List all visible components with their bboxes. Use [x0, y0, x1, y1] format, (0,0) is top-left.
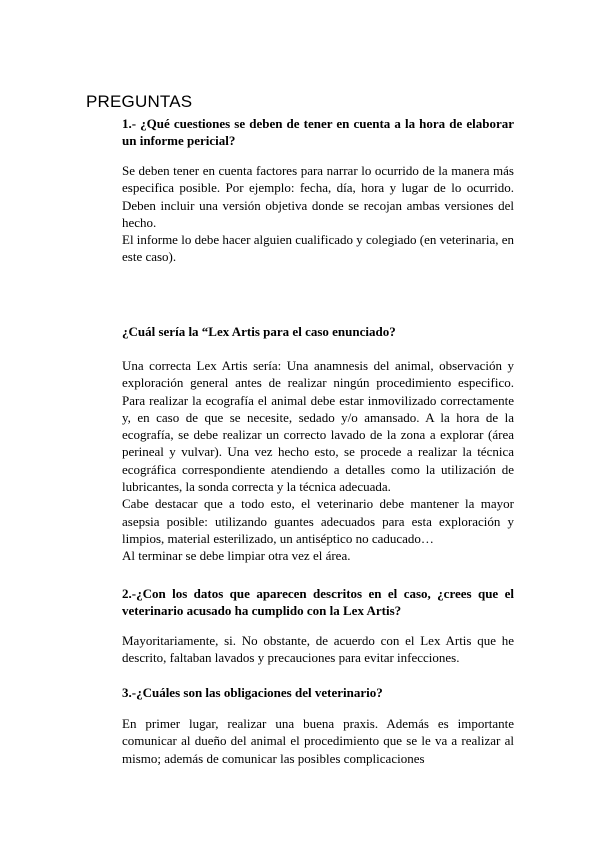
paragraph: Se deben tener en cuenta factores para narrar lo ocurrido de la manera más especifica posible. Por ejemplo: fecha, día, hora y lugar de lo ocurrido. Deben incluir una versión objetiva donde se recojan ambas versiones del hecho. — [122, 163, 514, 230]
paragraph: Mayoritariamente, si. No obstante, de acuerdo con el Lex Artis que he descrito, faltaban lavados y precauciones para evitar infecciones. — [122, 633, 514, 666]
question-1-answer — [122, 162, 514, 266]
question-2-answer — [122, 632, 514, 667]
paragraph: Una correcta Lex Artis sería: Una anamnesis del animal, observación y exploración general antes de realizar ningún procedimiento especifico. Para realizar la ecografía el animal debe estar inmovilizado correctamente y, en caso de que se necesite, sedado y/o amansado. A la hora de la ecografía, se debe realizar un correcto lavado de la zona a explorar (área perineal y vulvar). Una vez hecho esto, se procede a realizar la técnica ecográfica correspondiente atendiendo a detalles como la utilización de lubricantes, la sonda correcta y la técnica adecuada. — [122, 358, 514, 495]
paragraph: Al terminar se debe limpiar otra vez el área. — [122, 548, 351, 564]
question-1-heading: 1.- ¿Qué cuestiones se deben de tener en cuenta a la hora de elaborar un informe pericial? — [122, 116, 514, 148]
question-2-heading: 2.-¿Con los datos que aparecen descritos en el caso, ¿crees que el veterinario acusado ha cumplido con la Lex Artis? — [122, 586, 514, 618]
paragraph: El informe lo debe hacer alguien cualificado y colegiado (en veterinaria, en este caso). — [122, 232, 514, 265]
paragraph: En primer lugar, realizar una buena praxis. Además es importante comunicar al dueño del animal el procedimiento que se le va a realizar al mismo; además de comunicar las posibles complicaciones — [122, 716, 514, 766]
page-title: PREGUNTAS — [86, 92, 193, 111]
question-3-heading: 3.-¿Cuáles son las obligaciones del veterinario? — [122, 685, 383, 700]
lex-artis-heading: ¿Cuál sería la “Lex Artis para el caso enunciado? — [122, 324, 396, 339]
paragraph: Cabe destacar que a todo esto, el veterinario debe mantener la mayor asepsia posible: utilizando guantes adecuados para esta exploración y limpios, material esterilizado, un antiséptico no caducado… — [122, 496, 514, 546]
question-3-answer — [122, 715, 514, 767]
lex-artis-answer — [122, 357, 514, 565]
